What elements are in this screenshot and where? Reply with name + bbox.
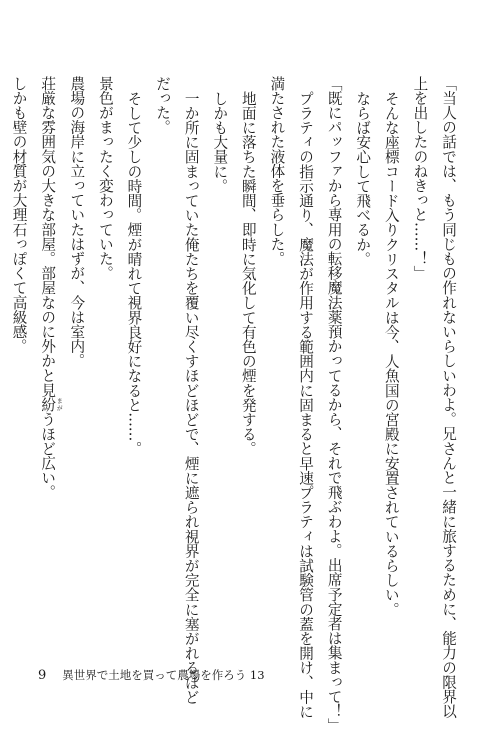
text-line-5: 「既にパッファから専用の転移魔法薬預かってるから、それで飛ぶわよ。出席予定者は集まって！」 xyxy=(325,76,343,733)
text-line-17 xyxy=(0,76,4,674)
running-title: 異世界で土地を買って農場を作ろう 13 xyxy=(62,668,265,682)
text-line-9: しかも大量に。 xyxy=(211,90,229,193)
text-line-8: 地面に落ちた瞬間、即時に気化して有色の煙を発する。 xyxy=(239,90,257,456)
text-line-15: 荘厳な雰囲気の大きな部屋。部屋なのに外かと見紛 まがうほど広い。 xyxy=(39,76,63,500)
ruby-annotation: 紛 まが xyxy=(39,397,63,412)
text-line-7: 満たされた液体を垂らした。 xyxy=(268,76,286,266)
text-line-1: 「当人の話では、もう同じもの作れないらしいわよ。兄さんと一緒に旅するために、能力の限界以 xyxy=(440,76,457,719)
text-line-3: そんな座標コード入りクリスタルは今、人魚国の宮殿に安置されているらしい。 xyxy=(382,90,400,617)
text-line-6: プラティの指示通り、魔法が作用する範囲内に固まると早速プラティは試験管の蓋を開け、中に xyxy=(297,90,315,719)
text-line-14: 農場の海岸に立っていたはずが、今は室内。 xyxy=(68,76,86,368)
text-line-11: だった。 xyxy=(154,76,172,135)
text-line-10: 一か所に固まっていた俺たちを覆い尽くすほどほどで、煙に遮られ視界が完全に塞がれるほど xyxy=(182,90,200,704)
text-line-13: 景色がまったく変わっていた。 xyxy=(96,76,114,281)
page-footer xyxy=(38,667,265,683)
text-line-12: そして少しの時間。煙が晴れて視界良好になると……。 xyxy=(125,90,143,456)
text-line-16: しかも壁の材質が大理石っぽくて高級感。 xyxy=(10,76,28,354)
page-number: 9 xyxy=(38,668,47,683)
text-line-2: 上を出したのねきっと……！」 xyxy=(411,76,429,281)
text-line-4: ならば安心して飛べるか。 xyxy=(354,90,372,266)
